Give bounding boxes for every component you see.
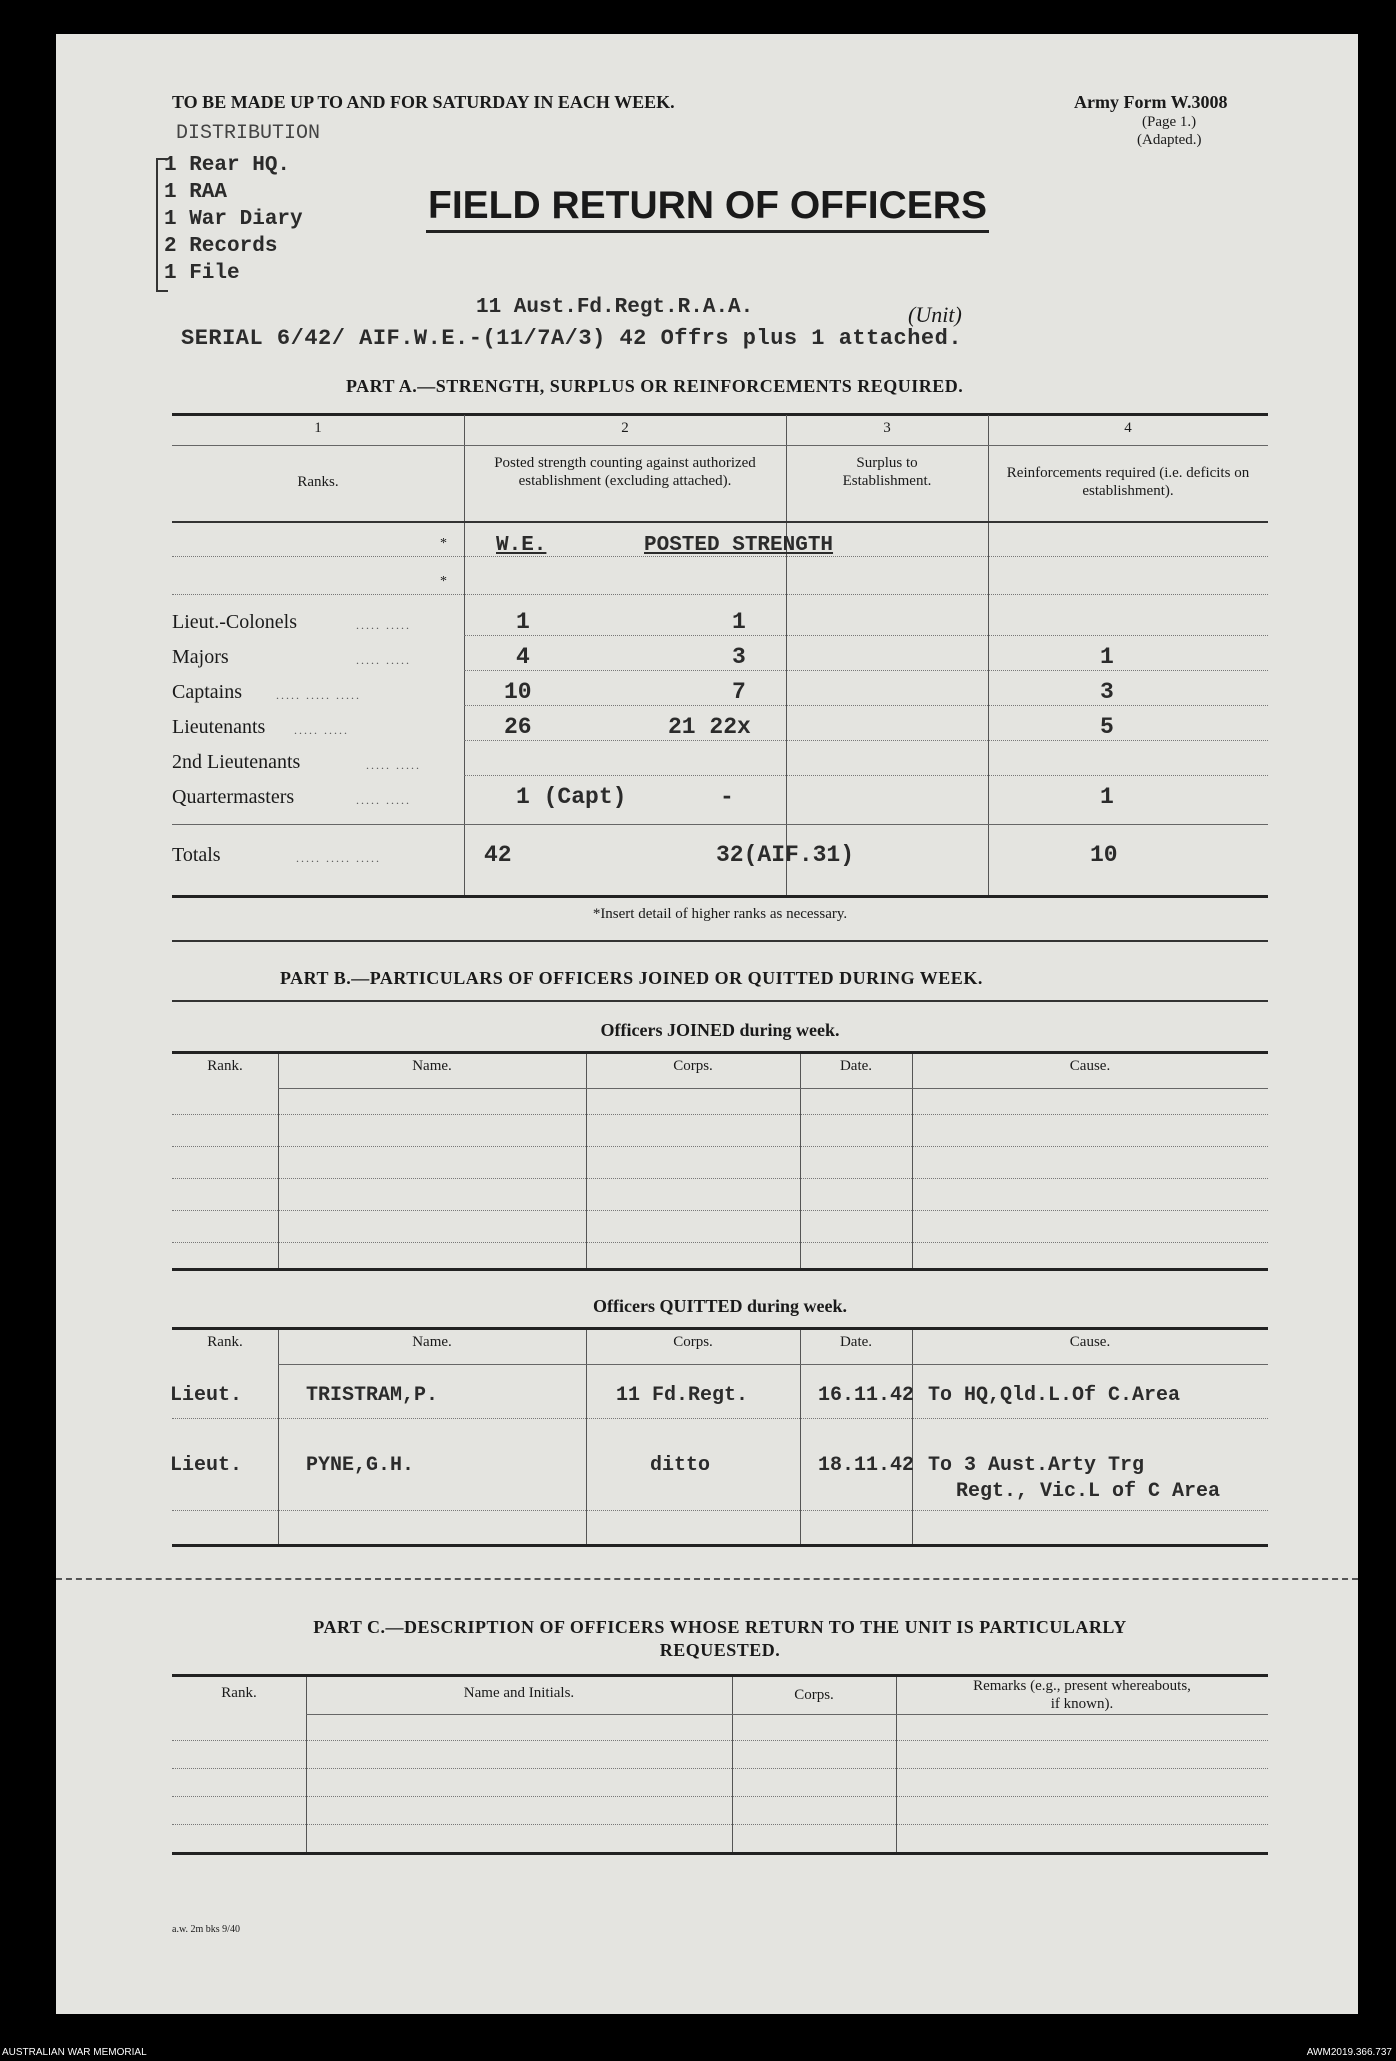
quitted-cause-continued: Regt., Vic.L of C Area <box>956 1480 1221 1503</box>
we-value: 4 <box>516 644 530 670</box>
rule <box>172 521 1268 523</box>
column-number: 2 <box>621 420 629 436</box>
column-number: 1 <box>314 420 322 436</box>
leader-dots: ..... ..... <box>356 653 411 667</box>
rank-column-header: Rank. <box>221 1685 257 1701</box>
remarks-header-line: Remarks (e.g., present whereabouts, <box>973 1678 1191 1694</box>
we-value: 1 (Capt) <box>516 784 627 810</box>
posted-strength-header: Posted strength counting against authorized establishment (excluding attached). <box>494 455 756 489</box>
rule <box>464 775 1268 776</box>
page-number: (Page 1.) <box>1142 114 1197 130</box>
column-divider <box>800 1054 801 1268</box>
rank-label: Majors <box>172 646 229 668</box>
column-divider <box>306 1677 307 1853</box>
posted-subheader: POSTED STRENGTH <box>644 534 834 557</box>
totals-label: Totals <box>172 844 221 866</box>
quitted-date: 18.11.42 <box>818 1454 915 1477</box>
rule <box>278 1088 1268 1089</box>
leader-dots: ..... ..... <box>294 723 349 737</box>
part-b-title: PART B.—PARTICULARS OF OFFICERS JOINED OR QUITTED DURING WEEK. <box>280 968 983 988</box>
perforation-line <box>56 1578 1358 1580</box>
rule <box>172 824 1268 825</box>
reinforcements-header: Reinforcements required (i.e. deficits on establishment). <box>1006 465 1250 499</box>
serial-line: SERIAL 6/42/ AIF.W.E.-(11/7A/3) 42 Offrs plus 1 attached. <box>181 326 963 351</box>
we-value: 10 <box>504 679 532 705</box>
reinforcements-value: 1 <box>1100 784 1114 810</box>
column-divider <box>800 1330 801 1544</box>
column-divider <box>586 1054 587 1268</box>
corps-column-header: Corps. <box>673 1058 713 1074</box>
leader-dots: ..... ..... <box>356 618 411 632</box>
rule <box>172 594 1268 595</box>
distribution-bracket <box>156 158 168 292</box>
column-divider <box>278 1054 279 1268</box>
we-value: 26 <box>504 714 532 740</box>
column-divider <box>912 1330 913 1544</box>
we-total: 42 <box>484 842 512 868</box>
rank-column-header: Rank. <box>207 1058 243 1074</box>
quitted-name: TRISTRAM,P. <box>306 1384 439 1407</box>
reinforcements-value: 1 <box>1100 644 1114 670</box>
quitted-rank: Lieut. <box>170 1384 243 1407</box>
rank-label: 2nd Lieutenants <box>172 751 301 773</box>
rank-column-header: Rank. <box>207 1334 243 1350</box>
unit-label: (Unit) <box>908 302 962 327</box>
name-column-header: Name. <box>412 1334 452 1350</box>
remarks-header-line: if known). <box>1050 1696 1114 1712</box>
column-divider <box>278 1330 279 1544</box>
rule <box>172 1852 1268 1855</box>
distribution-item: 2 Records <box>164 235 278 258</box>
rule <box>172 940 1268 942</box>
rule <box>306 1714 1268 1715</box>
print-code: a.w. 2m bks 9/40 <box>172 1924 240 1935</box>
rule <box>172 413 1268 416</box>
form-page <box>56 34 1358 2014</box>
distribution-item: 1 Rear HQ. <box>164 154 291 177</box>
rule <box>464 705 1268 706</box>
rank-label: Lieutenants <box>172 716 266 738</box>
column-divider <box>586 1330 587 1544</box>
part-c-title-line: PART C.—DESCRIPTION OF OFFICERS WHOSE RETURN TO THE UNIT IS PARTICULARLY <box>313 1617 1127 1637</box>
rule <box>172 1000 1268 1002</box>
rule <box>278 1364 1268 1365</box>
insert-marker: * <box>440 536 447 551</box>
distribution-label: DISTRIBUTION <box>176 122 321 145</box>
reinforcements-value: 5 <box>1100 714 1114 740</box>
part-c-title <box>172 1616 1268 1662</box>
leader-dots: ..... ..... <box>356 793 411 807</box>
rank-label: Quartermasters <box>172 786 295 808</box>
leader-dots: ..... ..... <box>366 758 421 772</box>
column-divider <box>988 415 989 895</box>
rule <box>172 1418 1268 1419</box>
rule <box>172 1768 1268 1769</box>
quitted-cause: To 3 Aust.Arty Trg <box>928 1454 1145 1477</box>
distribution-item: 1 File <box>164 262 240 285</box>
joined-title: Officers JOINED during week. <box>600 1020 840 1040</box>
rule <box>172 1242 1268 1243</box>
posted-value: 21 22x <box>668 714 751 740</box>
name-column-header: Name. <box>412 1058 452 1074</box>
quitted-cause: To HQ,Qld.L.Of C.Area <box>928 1384 1181 1407</box>
cause-column-header: Cause. <box>1069 1058 1111 1074</box>
rule <box>172 1544 1268 1547</box>
distribution-item: 1 War Diary <box>164 208 303 231</box>
insert-marker: * <box>440 574 447 589</box>
rule <box>172 1268 1268 1271</box>
reinforcements-total: 10 <box>1090 842 1118 868</box>
column-number: 4 <box>1124 420 1132 436</box>
cause-column-header: Cause. <box>1069 1334 1111 1350</box>
date-column-header: Date. <box>839 1334 873 1350</box>
adapted-label: (Adapted.) <box>1137 132 1202 148</box>
posted-total: 32(AIF.31) <box>716 842 855 868</box>
archive-id: AWM2019.366.737 <box>1306 2047 1392 2058</box>
unit-name: 11 Aust.Fd.Regt.R.A.A. <box>476 296 754 319</box>
corps-column-header: Corps. <box>794 1687 834 1703</box>
part-a-title: PART A.—STRENGTH, SURPLUS OR REINFORCEMENTS REQUIRED. <box>346 376 964 396</box>
surplus-header: Surplus to Establishment. <box>842 455 932 489</box>
archive-caption: AUSTRALIAN WAR MEMORIAL <box>2 2047 147 2058</box>
distribution-list <box>164 152 303 287</box>
rule <box>172 1796 1268 1797</box>
posted-value: 7 <box>732 679 746 705</box>
quitted-corps: ditto <box>650 1454 711 1477</box>
rule <box>172 1824 1268 1825</box>
we-value: 1 <box>516 609 530 635</box>
footnote: *Insert detail of higher ranks as necessary. <box>592 906 848 922</box>
leader-dots: ..... ..... ..... <box>276 688 361 702</box>
rank-label: Lieut.-Colonels <box>172 611 297 633</box>
rule <box>172 1178 1268 1179</box>
form-number: Army Form W.3008 <box>1074 92 1228 112</box>
instruction-text: TO BE MADE UP TO AND FOR SATURDAY IN EACH WEEK. <box>172 92 675 112</box>
rule <box>464 670 1268 671</box>
rule <box>172 445 1268 446</box>
we-subheader: W.E. <box>496 534 547 557</box>
part-c-title-line: REQUESTED. <box>659 1640 781 1660</box>
rule <box>172 1210 1268 1211</box>
name-initials-column-header: Name and Initials. <box>463 1685 575 1701</box>
posted-value: 3 <box>732 644 746 670</box>
rule <box>172 1146 1268 1147</box>
rule <box>172 1740 1268 1741</box>
rule <box>172 895 1268 898</box>
rule <box>172 1327 1268 1330</box>
column-divider <box>786 415 787 895</box>
leader-dots: ..... ..... ..... <box>296 851 381 865</box>
posted-value: 1 <box>732 609 746 635</box>
reinforcements-value: 3 <box>1100 679 1114 705</box>
rank-label: Captains <box>172 681 242 703</box>
column-divider <box>912 1054 913 1268</box>
remarks-column-header <box>896 1677 1268 1713</box>
quitted-rank: Lieut. <box>170 1454 243 1477</box>
quitted-date: 16.11.42 <box>818 1384 915 1407</box>
rule <box>172 1114 1268 1115</box>
rule <box>172 1510 1268 1511</box>
form-title: FIELD RETURN OF OFFICERS <box>426 184 989 233</box>
quitted-name: PYNE,G.H. <box>306 1454 415 1477</box>
column-number: 3 <box>883 420 891 436</box>
rule <box>172 1051 1268 1054</box>
column-divider <box>464 415 465 895</box>
quitted-title: Officers QUITTED during week. <box>593 1296 847 1316</box>
rule <box>464 635 1268 636</box>
distribution-item: 1 RAA <box>164 181 228 204</box>
quitted-corps: 11 Fd.Regt. <box>616 1384 749 1407</box>
date-column-header: Date. <box>839 1058 873 1074</box>
rule <box>464 740 1268 741</box>
ranks-header: Ranks. <box>297 474 339 490</box>
corps-column-header: Corps. <box>673 1334 713 1350</box>
posted-value: - <box>720 784 734 810</box>
